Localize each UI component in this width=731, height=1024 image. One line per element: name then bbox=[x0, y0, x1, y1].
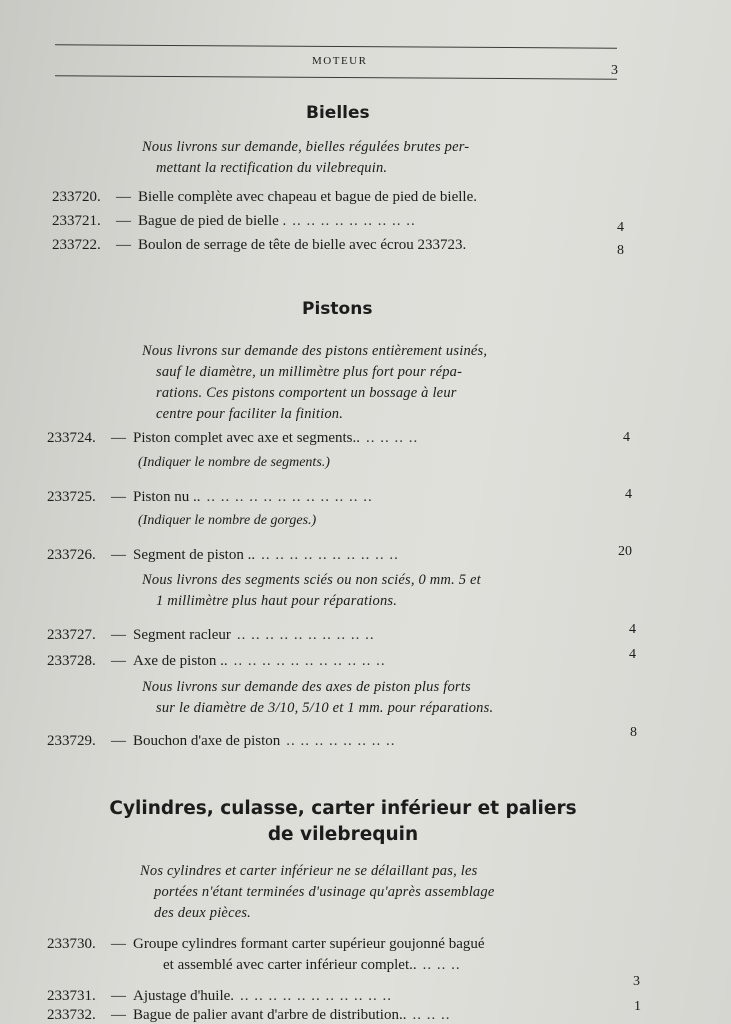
list-item: 233722. — Boulon de serrage de tête de bielle avec écrou 233723. bbox=[52, 237, 467, 253]
list-item: 233728. — Axe de piston .. .. .. .. .. .. .. .. .. .. .. .. bbox=[47, 653, 386, 669]
part-number: 233724. bbox=[47, 430, 96, 446]
list-item: 233730. — Groupe cylindres formant carter supérieur goujonné bagué bbox=[47, 936, 485, 952]
section-title-pistons: Pistons bbox=[302, 299, 373, 319]
quantity: 4 bbox=[623, 430, 630, 445]
list-item: 233721. — Bague de pied de bielle . .. .. .. .. .. .. .. .. .. bbox=[52, 213, 416, 229]
part-number: 233725. bbox=[47, 489, 96, 505]
part-description: Axe de piston .. bbox=[133, 653, 228, 669]
dot-leader: .. .. .. .. .. .. .. .. bbox=[286, 733, 396, 749]
part-description: Bouchon d'axe de piston bbox=[133, 733, 281, 749]
part-description: Piston complet avec axe et segments.. bbox=[133, 430, 361, 446]
dot-leader: .. .. .. .. .. .. .. .. .. .. .. .. bbox=[206, 489, 373, 505]
dot-leader: .. .. .. .. .. .. .. .. .. bbox=[292, 213, 416, 229]
part-description: Bague de pied de bielle . bbox=[138, 213, 287, 229]
axes-note: Nous livrons sur demande des axes de piston plus forts sur le diamètre de 3/10, 5/10 et 1 mm. pour réparations. bbox=[142, 679, 494, 716]
part-number: 233732. bbox=[47, 1007, 96, 1023]
list-item-continuation bbox=[163, 957, 461, 974]
part-description: Bielle complète avec chapeau et bague de pied de bielle. bbox=[138, 189, 478, 205]
cylindres-note: Nos cylindres et carter inférieur ne se délaillant pas, les portées n'étant terminées d'usinage qu'après assemblage des deux pièces. bbox=[140, 863, 495, 921]
part-description: et assemblé avec carter inférieur complet.. bbox=[163, 957, 417, 973]
dot-leader: .. .. .. .. .. .. .. .. .. .. bbox=[236, 627, 375, 643]
dot-leader: .. .. .. .. .. .. .. .. .. .. .. bbox=[233, 653, 386, 669]
list-item: 233729. — Bouchon d'axe de piston .. .. .. .. .. .. .. .. bbox=[47, 733, 396, 749]
running-head: MOTEUR bbox=[312, 55, 368, 67]
part-number: 233720. bbox=[52, 189, 101, 205]
section-title-cylindres: Cylindres, culasse, carter inférieur et paliers de vilebrequin bbox=[109, 798, 577, 845]
dot-leader: .. .. .. .. .. .. .. .. .. .. bbox=[261, 547, 399, 563]
dot-leader: .. .. .. .. bbox=[366, 430, 419, 446]
header-rule-top bbox=[55, 44, 617, 48]
part-description: Ajustage d'huile. bbox=[133, 988, 235, 1004]
part-description: Segment de piston .. bbox=[133, 547, 256, 563]
list-item: 233727. — Segment racleur .. .. .. .. .. .. .. .. .. .. bbox=[47, 627, 375, 643]
part-description: Piston nu .. bbox=[133, 489, 201, 505]
page-number: 3 bbox=[611, 63, 618, 78]
list-item: 233732. — Bague de palier avant d'arbre de distribution.. .. .. .. bbox=[47, 1007, 451, 1023]
quantity: 1 bbox=[634, 999, 641, 1014]
part-description: Groupe cylindres formant carter supérieur goujonné bagué bbox=[133, 936, 485, 952]
quantity: 8 bbox=[617, 243, 624, 258]
part-description: Segment racleur bbox=[133, 627, 231, 643]
item-subnote: (Indiquer le nombre de gorges.) bbox=[138, 513, 317, 528]
part-number: 233728. bbox=[47, 653, 96, 669]
dot-leader: .. .. .. bbox=[412, 1007, 451, 1023]
bielles-note: Nous livrons sur demande, bielles régulées brutes per- mettant la rectification du vilebrequin. bbox=[142, 139, 470, 176]
dot-leader: .. .. .. .. .. .. .. .. .. .. .. bbox=[240, 988, 393, 1004]
quantity: 4 bbox=[629, 622, 636, 637]
part-number: 233729. bbox=[47, 733, 96, 749]
section-title-bielles: Bielles bbox=[306, 103, 370, 123]
part-description: Bague de palier avant d'arbre de distribution.. bbox=[133, 1007, 407, 1023]
pistons-note: Nous livrons sur demande des pistons entièrement usinés, sauf le diamètre, un millimètre plus fort pour répa- rations. Ces pistons comportent un bossage à leur centre pour faciliter la finition. bbox=[142, 343, 488, 422]
part-number: 233730. bbox=[47, 936, 96, 952]
list-item: 233731. — Ajustage d'huile. .. .. .. .. .. .. .. .. .. .. .. bbox=[47, 988, 393, 1004]
part-number: 233731. bbox=[47, 988, 96, 1004]
part-number: 233721. bbox=[52, 213, 101, 229]
part-number: 233726. bbox=[47, 547, 96, 563]
quantity: 20 bbox=[618, 544, 632, 559]
part-number: 233722. bbox=[52, 237, 101, 253]
quantity: 4 bbox=[625, 487, 632, 502]
list-item: 233724. — Piston complet avec axe et segments.. .. .. .. .. bbox=[47, 430, 419, 446]
header-rule-bottom bbox=[55, 75, 617, 79]
list-item: 233726. — Segment de piston .. .. .. .. .. .. .. .. .. .. .. bbox=[47, 547, 399, 563]
quantity: 4 bbox=[629, 647, 636, 662]
item-subnote: (Indiquer le nombre de segments.) bbox=[138, 455, 330, 470]
list-item: 233725. — Piston nu .. .. .. .. .. .. .. .. .. .. .. .. .. bbox=[47, 489, 373, 505]
quantity: 8 bbox=[630, 725, 637, 740]
quantity: 3 bbox=[633, 974, 640, 989]
segments-note: Nous livrons des segments sciés ou non sciés, 0 mm. 5 et 1 millimètre plus haut pour réparations. bbox=[142, 572, 481, 609]
list-item: 233720. — Bielle complète avec chapeau et bague de pied de bielle. bbox=[52, 189, 478, 205]
part-number: 233727. bbox=[47, 627, 96, 643]
part-description: Boulon de serrage de tête de bielle avec écrou 233723. bbox=[138, 237, 467, 253]
dot-leader: .. .. .. bbox=[422, 957, 461, 973]
quantity: 4 bbox=[617, 220, 624, 235]
